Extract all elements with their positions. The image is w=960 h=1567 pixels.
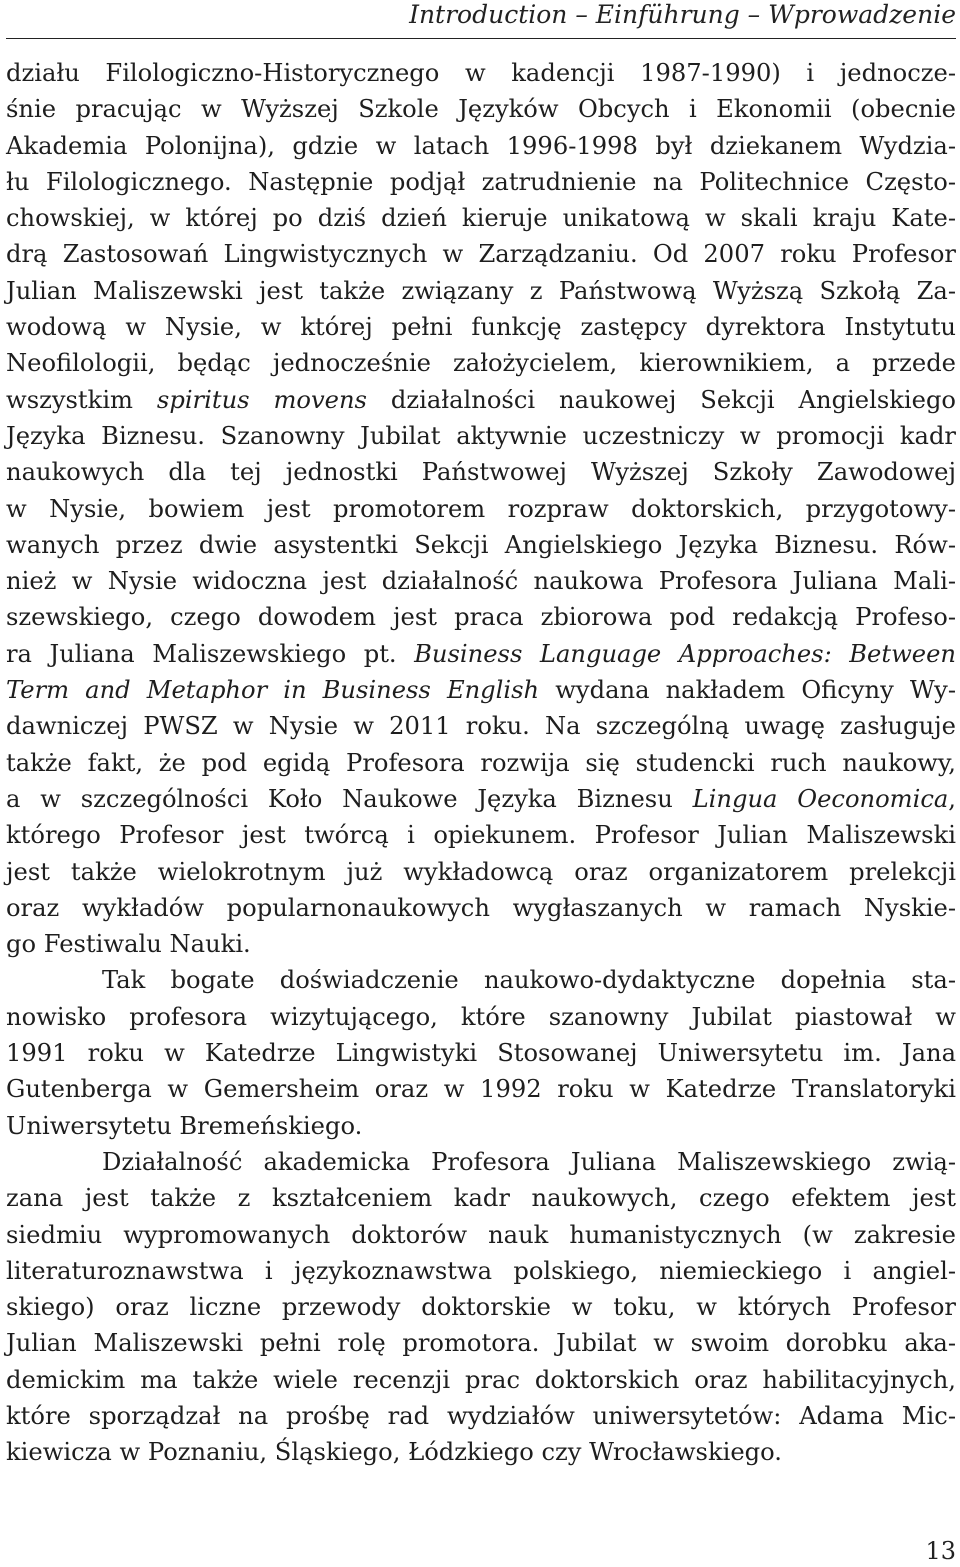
text-segment: śnie pracując w Wyższej Szkole Języków Obcych i Ekonomii (obecnie bbox=[6, 95, 956, 124]
text-segment: a w szczególności Koło Naukowe Języka Biznesu bbox=[6, 784, 693, 813]
text-segment: nowisko profesora wizytującego, które szanowny Jubilat piastował w bbox=[6, 1002, 956, 1031]
text-line bbox=[6, 781, 956, 817]
text-line bbox=[6, 491, 956, 527]
paragraph bbox=[6, 1144, 956, 1471]
text-segment: demickim ma także wiele recenzji prac doktorskich oraz habilitacyjnych, bbox=[6, 1365, 956, 1394]
text-segment: w Nysie, bowiem jest promotorem rozpraw doktorskich, przygotowy- bbox=[6, 494, 956, 523]
text-segment: zana jest także z kształceniem kadr naukowych, czego efektem jest bbox=[6, 1184, 956, 1213]
italic-phrase: Business Language Approaches: Between bbox=[414, 639, 956, 668]
text-segment: wodową w Nysie, w której pełni funkcję zastępcy dyrektora Instytutu bbox=[6, 313, 956, 342]
text-line bbox=[6, 1108, 956, 1144]
text-segment: które sporządzał na prośbę rad wydziałów uniwersytetów: Adama Mic- bbox=[6, 1401, 956, 1430]
text-segment: Uniwersytetu Bremeńskiego. bbox=[6, 1111, 363, 1140]
text-line bbox=[6, 926, 956, 962]
text-segment: Gutenberga w Gemersheim oraz w 1992 roku w Katedrze Translatoryki bbox=[6, 1075, 956, 1104]
text-segment: łu Filologicznego. Następnie podjął zatrudnienie na Politechnice Często- bbox=[6, 167, 956, 196]
text-line bbox=[6, 708, 956, 744]
italic-phrase: Term and Metaphor in Business English bbox=[6, 676, 540, 705]
text-line bbox=[6, 1325, 956, 1361]
text-line bbox=[6, 1434, 956, 1470]
italic-phrase: Lingua Oeconomica bbox=[692, 784, 949, 813]
text-line bbox=[6, 418, 956, 454]
text-line bbox=[6, 999, 956, 1035]
text-segment: Tak bogate doświadczenie naukowo-dydaktyczne dopełnia sta- bbox=[102, 966, 956, 995]
text-segment: chowskiej, w której po dziś dzień kieruje unikatową w skali kraju Kate- bbox=[6, 204, 956, 233]
text-line bbox=[6, 309, 956, 345]
text-segment: szewskiego, czego dowodem jest praca zbiorowa pod redakcją Profeso- bbox=[6, 603, 956, 632]
text-line bbox=[6, 164, 956, 200]
text-line bbox=[6, 128, 956, 164]
paragraph bbox=[6, 962, 956, 1143]
text-segment: Neofilologii, będąc jednocześnie założycielem, kierownikiem, a przede bbox=[6, 349, 956, 378]
text-line bbox=[6, 962, 956, 998]
page-number: 13 bbox=[925, 1537, 956, 1565]
text-segment: wszystkim bbox=[6, 385, 157, 414]
text-segment: Języka Biznesu. Szanowny Jubilat aktywnie uczestniczy w promocji kadr bbox=[6, 421, 956, 450]
text-segment: 1991 roku w Katedrze Lingwistyki Stosowanej Uniwersytetu im. Jana bbox=[6, 1039, 956, 1068]
text-line bbox=[6, 599, 956, 635]
text-line bbox=[6, 1398, 956, 1434]
text-line bbox=[6, 817, 956, 853]
text-segment: siedmiu wypromowanych doktorów nauk humanistycznych (w zakresie bbox=[6, 1220, 956, 1249]
text-line bbox=[6, 1253, 956, 1289]
paragraph bbox=[6, 55, 956, 962]
text-segment: działalności naukowej Sekcji Angielskiego bbox=[366, 385, 956, 414]
text-segment: literaturoznawstwa i językoznawstwa polskiego, niemieckiego i angiel- bbox=[6, 1256, 956, 1285]
text-line bbox=[6, 890, 956, 926]
text-line bbox=[6, 527, 956, 563]
text-line bbox=[6, 55, 956, 91]
text-line bbox=[6, 382, 956, 418]
text-segment: wydana nakładem Oficyny Wy- bbox=[539, 676, 956, 705]
text-segment: wanych przez dwie asystentki Sekcji Angielskiego Języka Biznesu. Rów- bbox=[6, 530, 956, 559]
text-segment: Julian Maliszewski jest także związany z Państwową Wyższą Szkołą Za- bbox=[6, 276, 956, 305]
text-segment: dawniczej PWSZ w Nysie w 2011 roku. Na szczególną uwagę zasługuje bbox=[6, 712, 956, 741]
text-segment: jest także wielokrotnym już wykładowcą oraz organizatorem prelekcji bbox=[6, 857, 956, 886]
text-line bbox=[6, 636, 956, 672]
text-segment: ra Juliana Maliszewskiego pt. bbox=[6, 639, 415, 668]
text-segment: nież w Nysie widoczna jest działalność naukowa Profesora Juliana Mali- bbox=[6, 567, 956, 596]
text-segment: , bbox=[948, 784, 956, 813]
text-line bbox=[6, 672, 956, 708]
text-line bbox=[6, 1071, 956, 1107]
text-segment: którego Profesor jest twórcą i opiekunem. Profesor Julian Maliszewski bbox=[6, 821, 956, 850]
text-line bbox=[6, 345, 956, 381]
text-line bbox=[6, 854, 956, 890]
text-line bbox=[6, 1362, 956, 1398]
text-segment: Julian Maliszewski pełni rolę promotora. Jubilat w swoim dorobku aka- bbox=[6, 1329, 956, 1358]
text-segment: Akademia Polonijna), gdzie w latach 1996-1998 był dziekanem Wydzia- bbox=[6, 131, 956, 160]
text-line bbox=[6, 745, 956, 781]
text-segment: skiego) oraz liczne przewody doktorskie w toku, w których Profesor bbox=[6, 1293, 956, 1322]
text-segment: go Festiwalu Nauki. bbox=[6, 930, 251, 959]
text-line bbox=[6, 1289, 956, 1325]
text-segment: naukowych dla tej jednostki Państwowej Wyższej Szkoły Zawodowej bbox=[6, 458, 956, 487]
article-body bbox=[6, 55, 956, 1471]
text-line bbox=[6, 563, 956, 599]
running-header bbox=[6, 0, 956, 39]
text-segment: Działalność akademicka Profesora Juliana Maliszewskiego zwią- bbox=[102, 1147, 956, 1176]
text-line bbox=[6, 200, 956, 236]
text-segment: także fakt, że pod egidą Profesora rozwija się studencki ruch naukowy, bbox=[6, 748, 956, 777]
text-line bbox=[6, 1144, 956, 1180]
text-line bbox=[6, 1217, 956, 1253]
text-segment: oraz wykładów popularnonaukowych wygłaszanych w ramach Nyskie- bbox=[6, 893, 956, 922]
italic-phrase: spiritus movens bbox=[156, 385, 367, 414]
text-line bbox=[6, 454, 956, 490]
text-line bbox=[6, 91, 956, 127]
running-title: Introduction – Einführung – Wprowadzenie bbox=[409, 0, 956, 29]
text-segment: działu Filologiczno-Historycznego w kadencji 1987-1990) i jednocze- bbox=[6, 59, 956, 87]
text-line bbox=[6, 1180, 956, 1216]
text-line bbox=[6, 273, 956, 309]
text-line bbox=[6, 1035, 956, 1071]
text-segment: kiewicza w Poznaniu, Śląskiego, Łódzkiego czy Wrocławskiego. bbox=[6, 1438, 782, 1467]
text-segment: drą Zastosowań Lingwistycznych w Zarządzaniu. Od 2007 roku Profesor bbox=[6, 240, 956, 269]
text-line bbox=[6, 236, 956, 272]
